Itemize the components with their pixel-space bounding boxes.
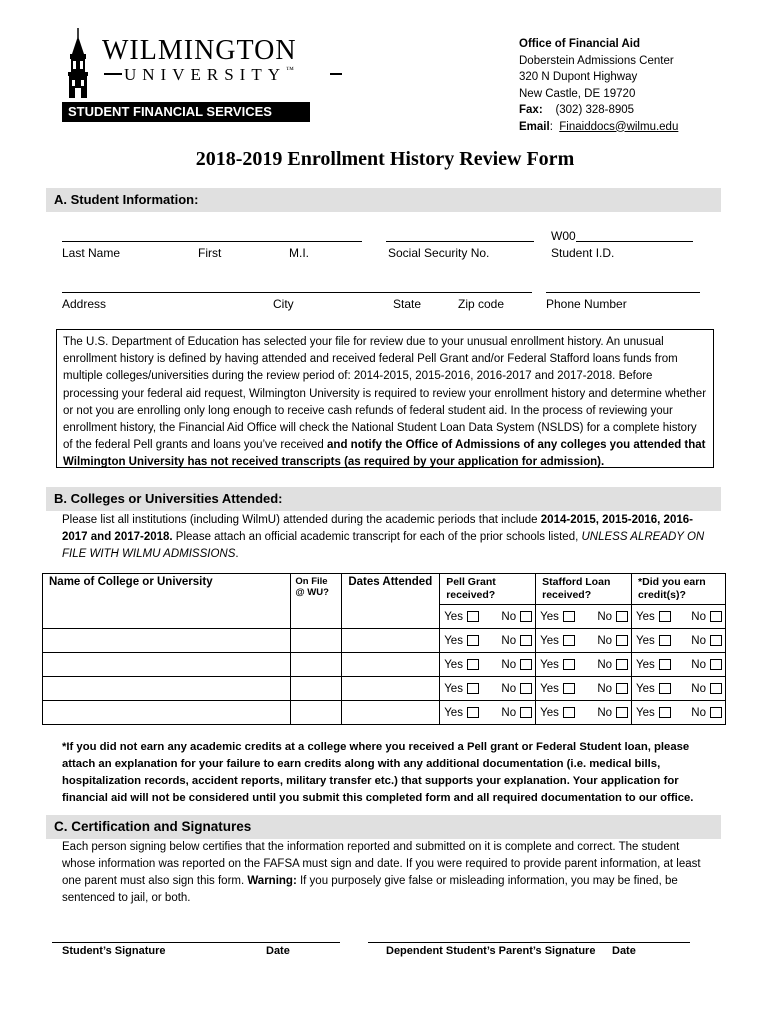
checkbox-icon[interactable]: [563, 659, 575, 670]
checkbox-icon[interactable]: [659, 611, 671, 622]
student-id-prefix: W00: [551, 229, 576, 243]
checkbox-icon[interactable]: [616, 611, 628, 622]
earned-credits-no-option[interactable]: No: [691, 659, 722, 671]
student-date-label: Date: [266, 945, 290, 957]
stafford-loan-cell: [536, 677, 632, 701]
parent-date-label: Date: [612, 945, 636, 957]
table-row: [43, 629, 726, 653]
checkbox-icon[interactable]: [710, 611, 722, 622]
college-name-cell[interactable]: [43, 677, 291, 701]
stafford-loan-no-option[interactable]: No: [597, 611, 628, 623]
stafford-loan-yes-option[interactable]: Yes: [540, 611, 575, 623]
dates-attended-cell[interactable]: [342, 629, 440, 653]
checkbox-icon[interactable]: [563, 611, 575, 622]
pell-grant-cell: [440, 701, 536, 725]
pell-grant-cell: [440, 629, 536, 653]
col-earned-credits: *Did you earn credit(s)?: [632, 574, 726, 605]
earned-credits-yes-option[interactable]: Yes: [636, 659, 671, 671]
college-name-cell[interactable]: [43, 653, 291, 677]
earned-credits-cell: [632, 701, 726, 725]
earned-credits-yes-option[interactable]: Yes: [636, 611, 671, 623]
on-file-cell[interactable]: [291, 629, 342, 653]
earned-credits-yes-option[interactable]: Yes: [636, 683, 671, 695]
checkbox-icon[interactable]: [520, 611, 532, 622]
office-line-1: Doberstein Admissions Center: [519, 54, 674, 67]
checkbox-icon[interactable]: [616, 659, 628, 670]
address-label: Address: [62, 297, 107, 311]
earned-credits-cell: [632, 653, 726, 677]
earned-credits-no-option[interactable]: No: [691, 707, 722, 719]
office-address-block: [519, 36, 678, 135]
col-dates-attended: Dates Attended: [342, 574, 440, 605]
checkbox-icon[interactable]: [563, 683, 575, 694]
col-on-file: On File @ WU?: [291, 574, 342, 605]
address-line[interactable]: [62, 292, 532, 293]
on-file-cell[interactable]: [291, 605, 342, 629]
col-pell-grant: Pell Grant received?: [440, 574, 536, 605]
on-file-cell[interactable]: [291, 677, 342, 701]
checkbox-icon[interactable]: [467, 635, 479, 646]
pell-grant-no-option[interactable]: No: [501, 611, 532, 623]
stafford-loan-yes-option[interactable]: Yes: [540, 707, 575, 719]
phone-label: Phone Number: [546, 297, 627, 311]
pell-grant-cell: [440, 605, 536, 629]
office-line-2: 320 N Dupont Highway: [519, 71, 638, 83]
certification-text: Each person signing below certifies that the information reported and submitted on it is complete and correct. The student whose information was reported on the FAFSA must sign and date. If you were required to provide parent information, at least one parent must also sign this form. Warning: If you purposely give false or misleading information, you may be fined, be sentenced to jail, or both.: [62, 841, 701, 904]
checkbox-icon[interactable]: [467, 659, 479, 670]
student-id-label: Student I.D.: [551, 246, 615, 260]
zip-label: Zip code: [458, 297, 505, 311]
checkbox-icon[interactable]: [467, 683, 479, 694]
checkbox-icon[interactable]: [467, 611, 479, 622]
first-name-label: First: [198, 246, 222, 260]
stafford-loan-yes-option[interactable]: Yes: [540, 659, 575, 671]
college-name-cell[interactable]: [43, 701, 291, 725]
office-title: Office of Financial Aid: [519, 38, 640, 50]
checkbox-icon[interactable]: [659, 707, 671, 718]
student-signature-line[interactable]: [52, 942, 340, 943]
pell-grant-cell: [440, 653, 536, 677]
earned-credits-cell: [632, 605, 726, 629]
checkbox-icon[interactable]: [710, 683, 722, 694]
section-a-heading: A. Student Information:: [46, 188, 721, 212]
checkbox-icon[interactable]: [467, 707, 479, 718]
office-line-3: New Castle, DE 19720: [519, 87, 636, 100]
credits-footnote: *If you did not earn any academic credits at a college where you received a Pell grant or Federal Student loan, please attach an explanation for your failure to earn credits along with any additional documentation (i.e. medical bills, hospitalization records, accident reports, military transfer etc.) that supports your explanation. Your application for financial aid will not be considered until you submit this completed form and all required documentation to our office.: [62, 741, 694, 804]
section-b-intro: Please list all institutions (including WilmU) attended during the academic periods that include 2014-2015, 2015-2016, 2016-2017 and 2017-2018. Please attach an official academic transcript for each of the prior schools listed, UNLESS ALREADY ON FILE WITH WILMU ADMISSIONS.: [62, 514, 705, 560]
checkbox-icon[interactable]: [520, 707, 532, 718]
table-row: [43, 653, 726, 677]
college-name-cell[interactable]: [43, 629, 291, 653]
pell-grant-yes-option[interactable]: Yes: [444, 635, 479, 647]
col-stafford-loan: Stafford Loan received?: [536, 574, 632, 605]
stafford-loan-no-option[interactable]: No: [597, 635, 628, 647]
checkbox-icon[interactable]: [563, 635, 575, 646]
stafford-loan-cell: [536, 701, 632, 725]
university-logo: [62, 28, 312, 122]
student-id-line[interactable]: [576, 241, 693, 242]
checkbox-icon[interactable]: [710, 707, 722, 718]
checkbox-icon[interactable]: [520, 659, 532, 670]
checkbox-icon[interactable]: [520, 635, 532, 646]
section-c-heading: C. Certification and Signatures: [46, 815, 721, 839]
phone-line[interactable]: [546, 292, 700, 293]
checkbox-icon[interactable]: [659, 683, 671, 694]
table-row: [43, 605, 726, 629]
pell-grant-no-option[interactable]: No: [501, 683, 532, 695]
pell-grant-no-option[interactable]: No: [501, 659, 532, 671]
office-email: Email: Finaiddocs@wilmu.edu: [519, 120, 679, 133]
state-label: State: [393, 297, 422, 311]
stafford-loan-no-option[interactable]: No: [597, 683, 628, 695]
earned-credits-no-option[interactable]: No: [691, 683, 722, 695]
stafford-loan-cell: [536, 629, 632, 653]
ssn-label: Social Security No.: [388, 246, 490, 260]
stafford-loan-cell: [536, 605, 632, 629]
student-signature-label: Student’s Signature: [62, 945, 166, 957]
earned-credits-no-option[interactable]: No: [691, 611, 722, 623]
last-name-label: Last Name: [62, 246, 121, 260]
on-file-cell[interactable]: [291, 653, 342, 677]
checkbox-icon[interactable]: [520, 683, 532, 694]
pell-grant-no-option[interactable]: No: [501, 635, 532, 647]
checkbox-icon[interactable]: [616, 707, 628, 718]
earned-credits-cell: [632, 629, 726, 653]
earned-credits-yes-option[interactable]: Yes: [636, 635, 671, 647]
colleges-table: [42, 573, 726, 725]
section-b-heading: B. Colleges or Universities Attended:: [46, 487, 721, 511]
office-fax: Fax: (302) 328-8905: [519, 104, 635, 116]
checkbox-icon[interactable]: [710, 635, 722, 646]
stafford-loan-cell: [536, 653, 632, 677]
earned-credits-cell: [632, 677, 726, 701]
table-row: [43, 701, 726, 725]
dates-attended-cell[interactable]: [342, 677, 440, 701]
col-college-name: Name of College or University: [43, 574, 291, 605]
pell-grant-no-option[interactable]: No: [501, 707, 532, 719]
checkbox-icon[interactable]: [616, 683, 628, 694]
parent-signature-label: Dependent Student’s Parent’s Signature: [386, 945, 596, 957]
name-line[interactable]: [62, 241, 362, 242]
checkbox-icon[interactable]: [659, 659, 671, 670]
logo-wordmark: WILMINGTON: [102, 35, 297, 66]
pell-grant-cell: [440, 677, 536, 701]
pell-grant-yes-option[interactable]: Yes: [444, 707, 479, 719]
pell-grant-yes-option[interactable]: Yes: [444, 611, 479, 623]
logo-subtitle: UNIVERSITY™: [124, 65, 294, 84]
pell-grant-yes-option[interactable]: Yes: [444, 659, 479, 671]
checkbox-icon[interactable]: [616, 635, 628, 646]
table-header-row: [43, 574, 726, 605]
checkbox-icon[interactable]: [563, 707, 575, 718]
checkbox-icon[interactable]: [659, 635, 671, 646]
ssn-line[interactable]: [386, 241, 534, 242]
dates-attended-cell[interactable]: [342, 605, 440, 629]
checkbox-icon[interactable]: [710, 659, 722, 670]
earned-credits-no-option[interactable]: No: [691, 635, 722, 647]
parent-signature-line[interactable]: [368, 942, 690, 943]
earned-credits-yes-option[interactable]: Yes: [636, 707, 671, 719]
on-file-cell[interactable]: [291, 701, 342, 725]
stafford-loan-no-option[interactable]: No: [597, 659, 628, 671]
stafford-loan-yes-option[interactable]: Yes: [540, 635, 575, 647]
pell-grant-yes-option[interactable]: Yes: [444, 683, 479, 695]
dates-attended-cell[interactable]: [342, 701, 440, 725]
logo-rule-right: [330, 73, 342, 75]
clock-tower-icon: [62, 28, 98, 100]
table-row: [43, 677, 726, 701]
stafford-loan-yes-option[interactable]: Yes: [540, 683, 575, 695]
logo-rule-left: [104, 73, 122, 75]
middle-initial-label: M.I.: [289, 246, 309, 260]
city-label: City: [273, 297, 294, 311]
logo-banner: STUDENT FINANCIAL SERVICES: [62, 102, 310, 122]
form-title: 2018-2019 Enrollment History Review Form: [195, 148, 575, 170]
stafford-loan-no-option[interactable]: No: [597, 707, 628, 719]
dates-attended-cell[interactable]: [342, 653, 440, 677]
unusual-enrollment-notice: The U.S. Department of Education has selected your file for review due to your unusual enrollment history. An unusual enrollment history is defined by having attended and received federal Pell Grant and/or Federal Stafford loans funds from multiple colleges/universities during the review period of: 2014-2015, 2015-2016, 2016-2017 and 2017-2018. Before processing your federal aid request, Wilmington University is required to review your enrollment history and determine whether or not you are enrolling only long enough to receive cash refunds of federal student aid. In the process of reviewing your enrollment history, the Financial Aid Office will check the National Student Loan Data System (NSLDS) for a complete history of the federal Pell grants and loans you’ve received and notify the Office of Admissions of any colleges you attended that Wilmington University has not received transcripts (as required by your application for admission).: [56, 329, 714, 468]
email-link[interactable]: Finaiddocs@wilmu.edu: [559, 120, 679, 133]
college-name-cell[interactable]: [43, 605, 291, 629]
